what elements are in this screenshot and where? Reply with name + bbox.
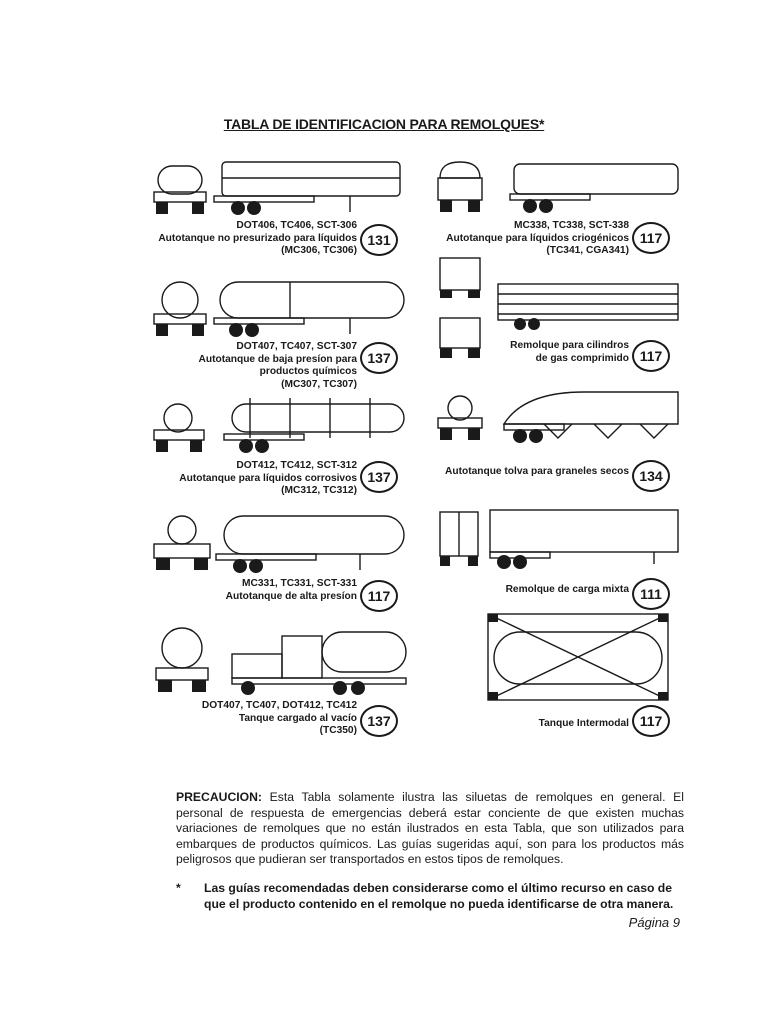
tank-trailer-highpressure-illustration [150, 512, 410, 576]
tank-trailer-nonpressure-illustration [150, 158, 410, 218]
guide-badge: 117 [632, 222, 670, 254]
dry-bulk-hopper-trailer-illustration [434, 388, 684, 452]
guide-badge: 137 [360, 342, 398, 374]
cryogenic-tank-trailer-illustration [434, 160, 684, 218]
guide-badge: 117 [632, 705, 670, 737]
page-title: TABLA DE IDENTIFICACION PARA REMOLQUES* [223, 116, 545, 132]
vacuum-tank-truck-illustration [150, 622, 410, 694]
mixed-cargo-trailer-illustration [434, 506, 684, 572]
caption-l1: DOT407, TC407, SCT-307 Autotanque de baja presíon para productos químicos (MC307, TC307) [198, 341, 357, 390]
caption-r1: Remolque para cilindros de gas comprimido [510, 340, 629, 364]
guide-badge: 117 [632, 340, 670, 372]
caption-r4: Tanque Intermodal [538, 718, 629, 729]
footnote-star: * [176, 881, 181, 895]
caption-l4: DOT407, TC407, DOT412, TC412 Tanque cargado al vacío (TC350) [201, 700, 357, 737]
precaution-paragraph [176, 790, 684, 868]
caption-r2: Autotanque tolva para graneles secos [445, 466, 629, 477]
caption-l0: DOT406, TC406, SCT-306 Autotanque no presurizado para líquidos (MC306, TC306) [158, 220, 357, 257]
precaution-text: Esta Tabla solamente ilustra las siluetas de remolques en general. El personal de respuesta de emergencias deberá estar conciente de que existen muchas variaciones de remolques que no están ilustrados en esta Tabla, que son utilizados para embarques de productos químicos. Las guías sugeridas aquí, son para los productos más peligrosos que pudieran ser transportados en estos tipos de remolques. [176, 790, 684, 867]
intermodal-tank-container-illustration [484, 610, 674, 706]
page-number: Página 9 [628, 915, 680, 930]
guide-badge: 134 [632, 460, 670, 492]
guide-badge: 137 [360, 461, 398, 493]
tank-trailer-lowpressure-illustration [150, 278, 410, 340]
tank-trailer-corrosive-illustration [150, 398, 410, 456]
caption-l2: DOT412, TC412, SCT-312 Autotanque para líquidos corrosivos (MC312, TC312) [179, 460, 357, 497]
caption-r0: MC338, TC338, SCT-338 Autotanque para líquidos criogénicos (TC341, CGA341) [446, 220, 629, 257]
guide-badge: 131 [360, 224, 398, 256]
footnote-text: Las guías recomendadas deben considerarse como el último recurso en caso de que el producto contenido en el remolque no pueda identificarse de otra manera. [204, 881, 674, 911]
caption-r3: Remolque de carga mixta [505, 584, 629, 595]
guide-badge: 117 [360, 580, 398, 612]
precaution-label: PRECAUCION: [176, 790, 262, 804]
caption-l3: MC331, TC331, SCT-331 Autotanque de alta presíon [225, 578, 357, 602]
guide-badge: 137 [360, 705, 398, 737]
guide-badge: 111 [632, 578, 670, 610]
